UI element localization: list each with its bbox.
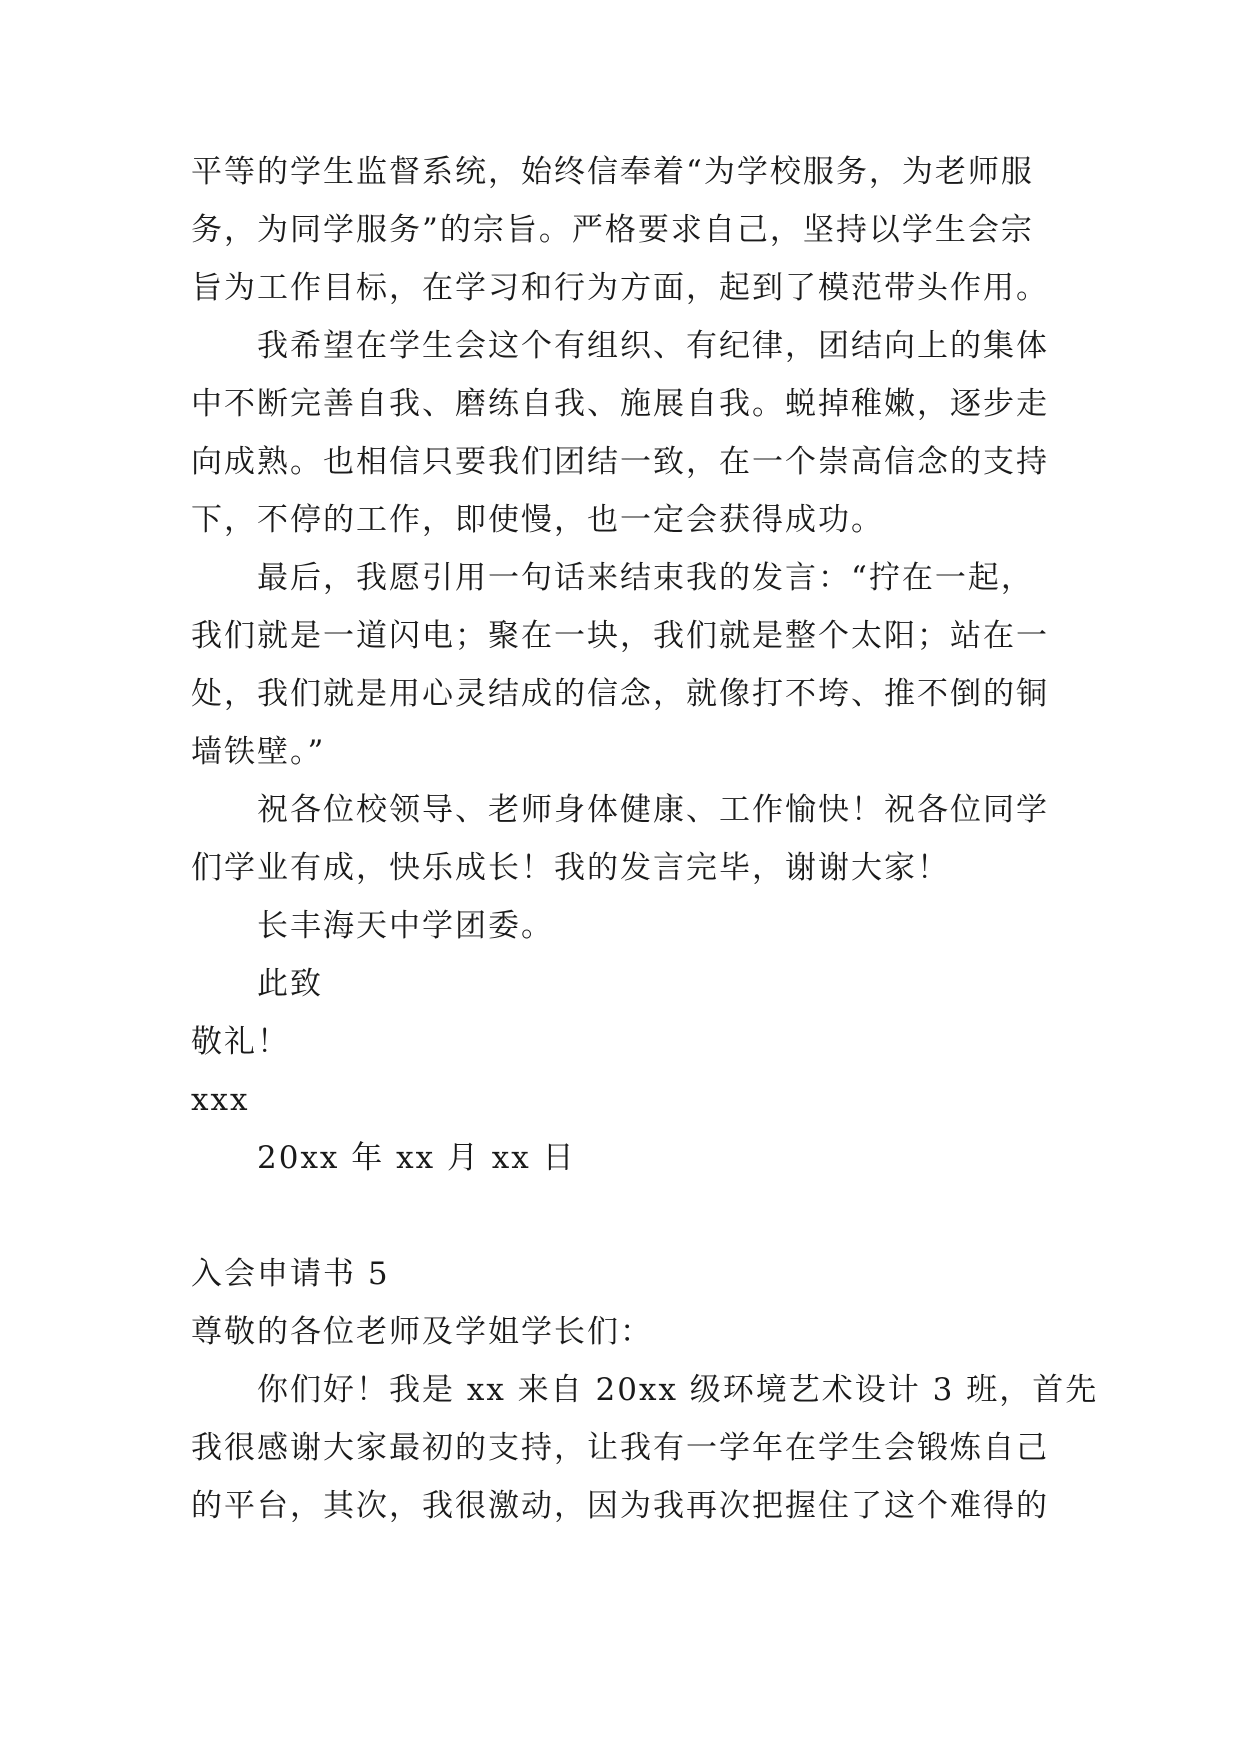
text-line: 你们好！我是 xx 来自 20xx 级环境艺术设计 3 班，首先: [257, 1372, 1099, 1408]
text-line: 我希望在学生会这个有组织、有纪律，团结向上的集体: [257, 328, 1049, 364]
section-title: 入会申请书 5: [191, 1256, 390, 1292]
text-line: 下，不停的工作，即使慢，也一定会获得成功。: [191, 502, 884, 538]
text-line: 中不断完善自我、磨练自我、施展自我。蜕掉稚嫩，逐步走: [191, 386, 1049, 422]
text-line: 处，我们就是用心灵结成的信念，就像打不垮、推不倒的铜: [191, 676, 1049, 712]
text-line: 的平台，其次，我很激动，因为我再次把握住了这个难得的: [191, 1488, 1049, 1524]
text-line: 务，为同学服务”的宗旨。严格要求自己，坚持以学生会宗: [191, 212, 1034, 248]
organization-name: 长丰海天中学团委。: [257, 908, 554, 944]
text-line: 平等的学生监督系统，始终信奉着“为学校服务，为老师服: [191, 154, 1034, 190]
text-line: 祝各位校领导、老师身体健康、工作愉快！祝各位同学: [257, 792, 1049, 828]
closing-line-2: 敬礼！: [191, 1024, 290, 1060]
salutation: 尊敬的各位老师及学姐学长们：: [191, 1314, 653, 1350]
text-line: 旨为工作目标，在学习和行为方面，起到了模范带头作用。: [191, 270, 1049, 306]
text-line: 向成熟。也相信只要我们团结一致，在一个崇高信念的支持: [191, 444, 1049, 480]
signature: xxx: [191, 1082, 250, 1118]
text-line: 我很感谢大家最初的支持，让我有一学年在学生会锻炼自己: [191, 1430, 1049, 1466]
date-line: 20xx 年 xx 月 xx 日: [257, 1140, 576, 1176]
closing-line-1: 此致: [257, 966, 323, 1002]
text-line: 们学业有成，快乐成长！我的发言完毕，谢谢大家！: [191, 850, 950, 886]
text-line: 我们就是一道闪电；聚在一块，我们就是整个太阳；站在一: [191, 618, 1049, 654]
text-line: 墙铁壁。”: [191, 734, 326, 770]
text-line: 最后，我愿引用一句话来结束我的发言：“拧在一起，: [257, 560, 1034, 596]
